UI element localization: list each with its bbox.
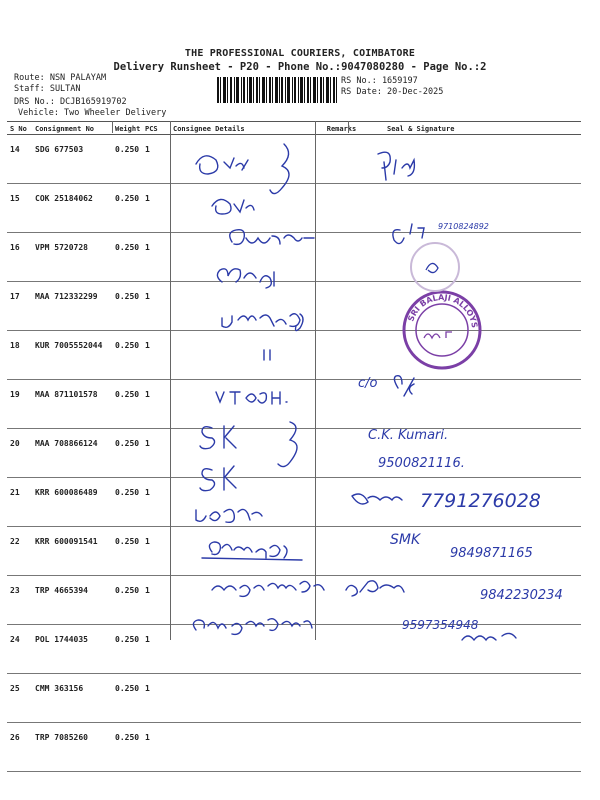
barcode bbox=[217, 77, 337, 103]
row-sno: 14 bbox=[7, 135, 32, 184]
row-sno: 23 bbox=[7, 576, 32, 625]
row-sno: 22 bbox=[7, 527, 32, 576]
col-weight: Weight bbox=[112, 122, 142, 135]
row-consignment: MAA 712332299 bbox=[32, 282, 112, 331]
document-title: THE PROFESSIONAL COURIERS, COIMBATORE bbox=[184, 48, 416, 59]
row-pcs: 1 bbox=[142, 625, 170, 674]
row-sno: 20 bbox=[7, 429, 32, 478]
row-pcs: 1 bbox=[142, 723, 170, 772]
row-consignment: KRR 600091541 bbox=[32, 527, 112, 576]
col-consignment: Consignment No bbox=[32, 122, 112, 135]
row-weight: 0.250 bbox=[112, 674, 142, 723]
row-consignment: KUR 7005552044 bbox=[32, 331, 112, 380]
row-weight: 0.250 bbox=[112, 135, 142, 184]
col-sno: S No bbox=[7, 122, 32, 135]
handwritten-receiver-name: C.K. Kumari. bbox=[368, 428, 449, 443]
row-weight: 0.250 bbox=[112, 576, 142, 625]
rs-date: RS Date: 20-Dec-2025 bbox=[341, 87, 444, 97]
row-consignment: SDG 677503 bbox=[32, 135, 112, 184]
row-weight: 0.250 bbox=[112, 282, 142, 331]
col-seal: Seal & Signature bbox=[367, 122, 581, 135]
col-remarks: Remarks bbox=[315, 122, 367, 135]
row-consignment: COK 25184062 bbox=[32, 184, 112, 233]
row-pcs: 1 bbox=[142, 380, 170, 429]
row-consignment: VPM 5720728 bbox=[32, 233, 112, 282]
row-sno: 18 bbox=[7, 331, 32, 380]
row-consignment: MAA 871101578 bbox=[32, 380, 112, 429]
row-sno: 17 bbox=[7, 282, 32, 331]
row-consignment: TRP 4665394 bbox=[32, 576, 112, 625]
row-consignment: TRP 7085260 bbox=[32, 723, 112, 772]
vehicle-label: Vehicle: Two Wheeler Delivery bbox=[18, 108, 167, 118]
row-pcs: 1 bbox=[142, 135, 170, 184]
col-consignee: Consignee Details bbox=[170, 122, 315, 135]
rs-number: RS No.: 1659197 bbox=[341, 76, 418, 86]
handwritten-phone: 9597354948 bbox=[402, 618, 479, 632]
row-pcs: 1 bbox=[142, 331, 170, 380]
row-consignee bbox=[170, 674, 315, 723]
row-pcs: 1 bbox=[142, 429, 170, 478]
row-weight: 0.250 bbox=[112, 184, 142, 233]
row-consignment: KRR 600086489 bbox=[32, 478, 112, 527]
row-pcs: 1 bbox=[142, 674, 170, 723]
document-subtitle: Delivery Runsheet - P20 - Phone No.:9047080280 - Page No.:2 bbox=[113, 61, 487, 73]
row-pcs: 1 bbox=[142, 478, 170, 527]
row-sno: 24 bbox=[7, 625, 32, 674]
row-sno: 26 bbox=[7, 723, 32, 772]
handwritten-remark: c/o bbox=[358, 376, 378, 391]
row-remarks bbox=[315, 723, 367, 772]
row-pcs: 1 bbox=[142, 233, 170, 282]
route-label: Route: NSN PALAYAM bbox=[14, 73, 107, 83]
row-weight: 0.250 bbox=[112, 233, 142, 282]
col-pcs: PCS bbox=[142, 122, 170, 135]
stamp-text: SRI BALAJI ALLOYS bbox=[406, 292, 480, 329]
row-seal bbox=[367, 674, 581, 723]
row-consignment: MAA 708866124 bbox=[32, 429, 112, 478]
column-divider bbox=[170, 121, 171, 640]
handwritten-receiver-name: SMK bbox=[390, 532, 421, 548]
row-sno: 19 bbox=[7, 380, 32, 429]
row-weight: 0.250 bbox=[112, 380, 142, 429]
rs-info bbox=[341, 76, 443, 98]
row-weight: 0.250 bbox=[112, 429, 142, 478]
row-sno: 21 bbox=[7, 478, 32, 527]
handwritten-phone: 9849871165 bbox=[450, 546, 533, 561]
row-consignment: POL 1744035 bbox=[32, 625, 112, 674]
row-weight: 0.250 bbox=[112, 723, 142, 772]
row-pcs: 1 bbox=[142, 184, 170, 233]
row-weight: 0.250 bbox=[112, 331, 142, 380]
row-sno: 15 bbox=[7, 184, 32, 233]
row-pcs: 1 bbox=[142, 527, 170, 576]
company-stamp bbox=[400, 288, 484, 372]
row-pcs: 1 bbox=[142, 282, 170, 331]
row-sno: 16 bbox=[7, 233, 32, 282]
drs-number: DRS No.: DCJB165919702 bbox=[14, 97, 127, 107]
handwritten-phone: 9842230234 bbox=[480, 588, 563, 603]
row-remarks bbox=[315, 674, 367, 723]
row-seal bbox=[367, 723, 581, 772]
handwritten-phone: 9500821116. bbox=[378, 456, 465, 471]
faint-stamp bbox=[404, 240, 466, 294]
row-sno: 25 bbox=[7, 674, 32, 723]
staff-label: Staff: SULTAN bbox=[14, 84, 81, 94]
row-weight: 0.250 bbox=[112, 527, 142, 576]
row-pcs: 1 bbox=[142, 576, 170, 625]
row-weight: 0.250 bbox=[112, 478, 142, 527]
handwritten-phone: 7791276028 bbox=[420, 490, 541, 512]
row-consignment: CMM 363156 bbox=[32, 674, 112, 723]
row-weight: 0.250 bbox=[112, 625, 142, 674]
table-row bbox=[7, 723, 581, 772]
table-row bbox=[7, 674, 581, 723]
row-consignee bbox=[170, 723, 315, 772]
handwritten-signatures bbox=[172, 132, 582, 652]
handwritten-phone: 9710824892 bbox=[438, 222, 489, 231]
column-divider bbox=[112, 121, 113, 133]
